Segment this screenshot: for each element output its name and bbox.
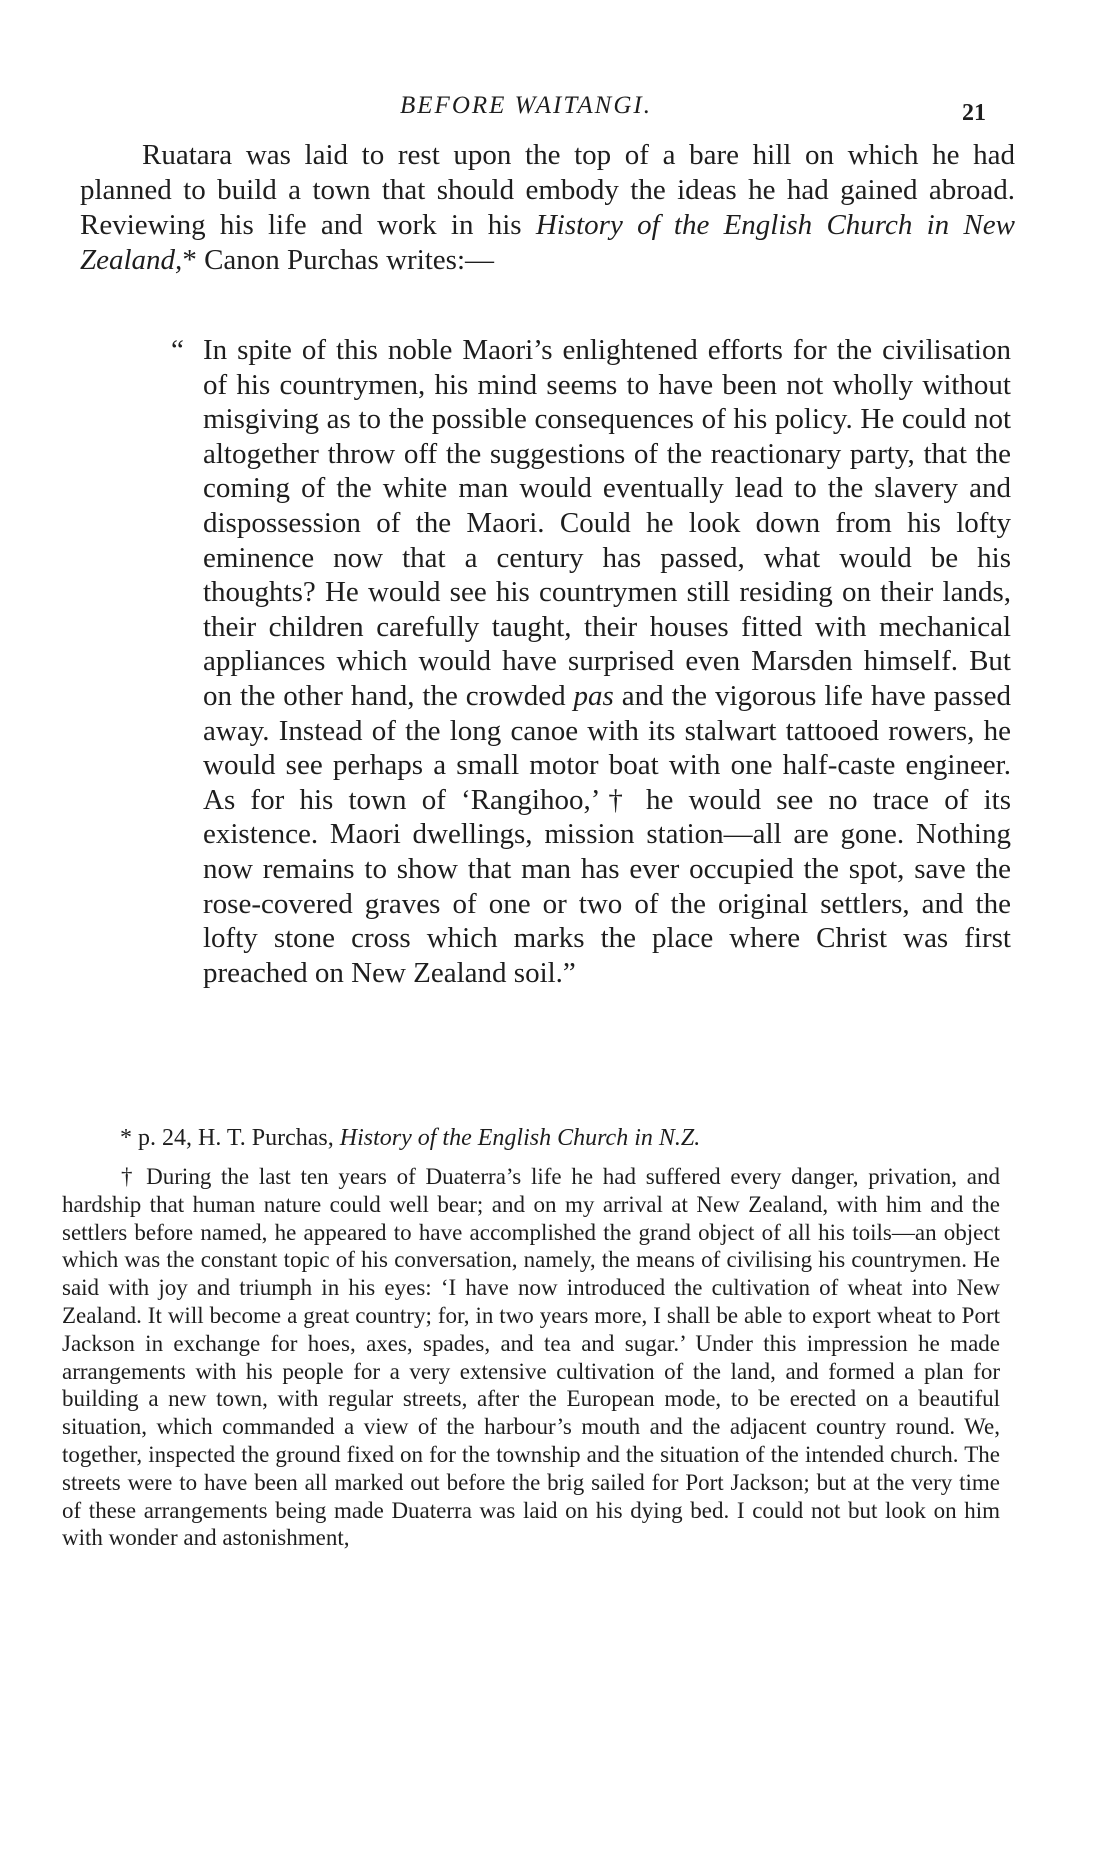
opening-quote-mark: “: [171, 334, 184, 366]
footnote-dagger-text: † During the last ten years of Duaterra’s life he had suffered every danger, privation, and hardship that human nature could well bear; and on my arrival at New Zealand, with him and the settlers before named, he appeared to have accomplished the grand object of all his toils—an object which was the constant topic of his conversation, namely, the means of civilising his countrymen. He said with joy and triumph in his eyes: ‘I have now introduced the cultivation of wheat into New Zealand. It will become a great country; for, in two years more, I shall be able to export wheat to Port Jackson in exchange for hoes, axes, spades, and tea and sugar.’ Under this impression he made arrangements with his people for a very extensive cultivation of the land, and formed a plan for building a new town, with regular streets, after the European mode, to be erected on a beautiful situation, which commanded a view of the harbour’s mouth and the adjacent country round. We, together, inspected the ground fixed on for the township and the situation of the intended church. The streets were to have been all marked out before the brig sailed for Port Jackson; but at the very time of these arrangements being made Duaterra was laid on his dying bed. I could not but look on him with wonder and astonishment,: [62, 1164, 1000, 1551]
footnote-dagger: [62, 1163, 1000, 1552]
running-title: BEFORE WAITANGI.: [400, 92, 652, 119]
footnote-star-reference: * p. 24, H. T. Purchas,: [120, 1125, 340, 1151]
book-title: History of the English Church in New Zealand,: [80, 209, 1015, 276]
quote-italic-pas: pas: [573, 679, 614, 712]
page-number: 21: [962, 100, 986, 126]
footnote-star: [120, 1123, 700, 1153]
intro-text-end: * Canon Purchas writes:—: [182, 244, 495, 276]
intro-paragraph: [80, 138, 1015, 278]
intro-text-start: Ruatara was laid to rest upon the top of a bare hill on which he had planned to build a town that should embody the ideas he had gained abroad. Reviewing his life and work in his: [80, 139, 1015, 241]
quote-text-start: In spite of this noble Maori’s enlightened efforts for the civilisation of his countrymen, his mind seems to have been not wholly without misgiving as to the possible consequences of his policy. He could not altogether throw off the suggestions of the reactionary party, that the coming of the white man would eventually lead to the slavery and dispossession of the Maori. Could he look down from his lofty eminence now that a century has passed, what would be his thoughts? He would see his countrymen still residing on their lands, their children carefully taught, their houses fitted with mechanical appliances which would have surprised even Marsden himself. But on the other hand, the crowded: [203, 334, 1011, 712]
running-head: [0, 92, 1114, 128]
block-quote: [171, 333, 1011, 990]
footnote-star-title: History of the English Church in N.Z.: [339, 1125, 701, 1151]
quote-text-end: and the vigorous life have passed away. Instead of the long canoe with its stalwart tattooed rowers, he would see perhaps a small motor boat with one half-caste engineer. As for his town of ‘Rangihoo,’† he would see no trace of its existence. Maori dwellings, mission station—all are gone. Nothing now remains to show that man has ever occupied the spot, save the rose-covered graves of one or two of the original settlers, and the lofty stone cross which marks the place where Christ was first preached on New Zealand soil.”: [203, 679, 1011, 989]
